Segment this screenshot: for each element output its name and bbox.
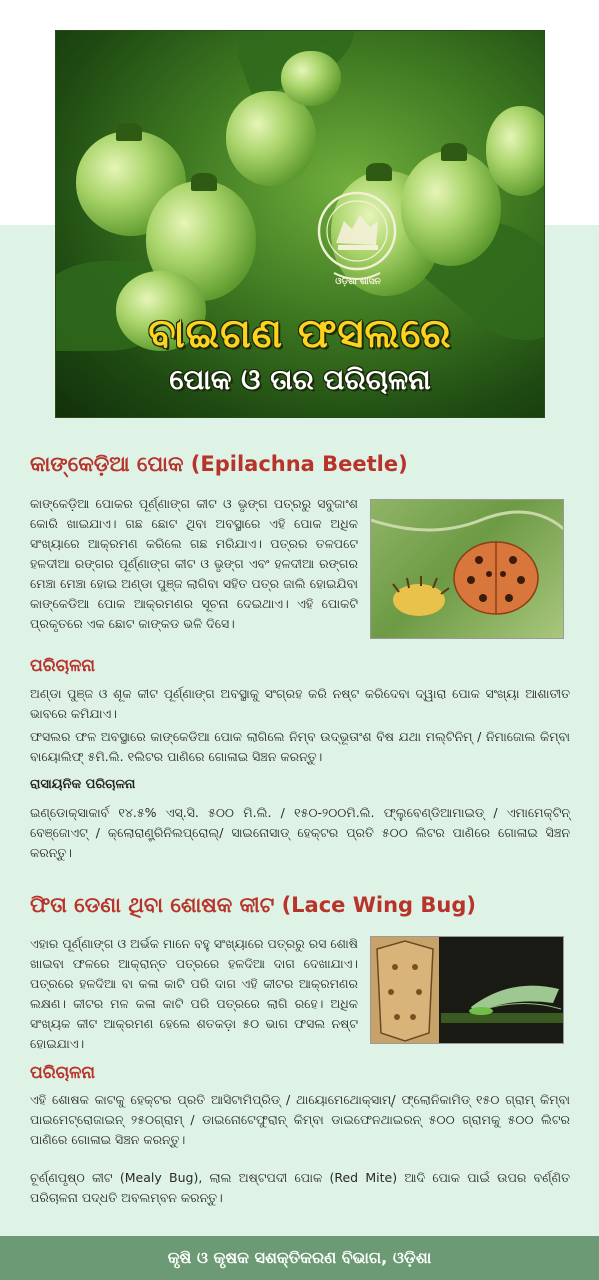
epilachna-management-2: ଫସଲର ଫଳ ଅବସ୍ଥାରେ କାଙ୍କେଡିଆ ପୋକ ଲାଗିଲେ ନିମ୍ବ ଉଦ୍ଭୂତାଂଶ ବିଷ ଯଥା ମଲ୍ଟିନିମ୍ / ନିମାଜୋଲ କିମ୍ବା ବାୟୋଲିଫ୍ ୫ମି.ଲି. ୧ଲିଟର ପାଣିରେ ଗୋଳାଇ ସିଞ୍ଚନ କରନ୍ତୁ। (30, 729, 570, 764)
other-pests-note: ଚୂର୍ଣ୍ଣପୃଷ୍ଠ କୀଟ (Mealy Bug), ଲାଲ ଅଷ୍ଟପଦୀ ପୋକ (Red Mite) ଆଦି ପୋକ ପାଇଁ ଉପର ବର୍ଣ୍ଣିତ ପରିଚାଳନା ପଦ୍ଧତି ଅବଲମ୍ବନ କରନ୍ତୁ। (30, 1170, 570, 1205)
lace-wing-management-text: ଏହି ଶୋଷକ କାଟକୁ ହେକ୍ଟର ପ୍ରତି ଆସିଟାମିପ୍ରିଡ୍ / ଥାୟୋମେଥୋକ୍ସାମ୍/ ଫ୍ଲୋନିକାମିଡ୍ ୧୫୦ ଗ୍ରାମ୍ କିମ୍ବା ପାଇମେଟ୍ରୋଜାଇନ୍ ୨୫୦ଗ୍ରାମ୍ / ଡାଇନୋଟେଫୁରାନ୍ କିମ୍ବା ଡାଇଫେନଥାଇରନ୍ ୫୦୦ ଗ୍ରାମକୁ ୫୦୦ ଲିଟର ପାଣିରେ ଗୋଳାଇ ସିଞ୍ଚନ କରନ୍ତୁ। (30, 1092, 570, 1147)
hero-eggplant-image (55, 30, 545, 418)
eggplant-fruit (401, 151, 501, 266)
eggplant-stem (191, 173, 217, 191)
epilachna-beetle-photo (370, 499, 564, 639)
lace-wing-description: ଏହାର ପୂର୍ଣ୍ଣାଙ୍ଗ ଓ ଅର୍ଭକ ମାନେ ବହୁ ସଂଖ୍ୟାରେ ପତ୍ରରୁ ରସ ଶୋଷି ଖାଇବା ଫଳରେ ଆକ୍ରାନ୍ତ ପତ୍ରରେ ହଳଦିଆ ଦାଗ ଦେଖାଯାଏ। ପତ୍ରରେ ହଳଦିଆ ବା କଳା କାଟି ପରି ଦାଗ ଏହି କୀଟର ଆକ୍ରମଣର ଲକ୍ଷଣ। କୀଟର ମଳ କଳା କାଟି ପରି ପତ୍ରରେ ଲାଗି ରହେ। ଅଧିକ ସଂଖ୍ୟକ କୀଟ ଆକ୍ରମଣ ହେଲେ ଶତକଡ଼ା ୫୦ ଭାଗ ଫସଲ ନଷ୍ଟ ହୋଇଯାଏ। (30, 936, 358, 1051)
hero-title-sub: ପୋକ ଓ ତାର ପରିଚାଳନା (169, 363, 431, 396)
eggplant-stem (116, 123, 142, 141)
eggplant-stem (366, 163, 392, 181)
eggplant-fruit (281, 51, 341, 106)
lace-wing-bug-photo (370, 936, 564, 1044)
section-title-epilachna: କାଙ୍କେଡ଼ିଆ ପୋକ (Epilachna Beetle) (30, 452, 408, 476)
footer-department (0, 1236, 599, 1280)
management-heading-1: ପରିଚାଳନା (30, 656, 96, 676)
epilachna-management-1: ଅଣ୍ଡା ପୁଞ୍ଜ ଓ ଶୂକ କୀଟ ପୂର୍ଣ୍ଣାଙ୍ଗ ଅବସ୍ଥାକୁ ସଂଗ୍ରହ କରି ନଷ୍ଟ କରିଦେବା ଦ୍ୱାରା ପୋକ ସଂଖ୍ୟା ଆଶାତୀତ ଭାବରେ କମିଯାଏ। (30, 686, 570, 721)
section-title-lace-wing: ଫିତା ଡେଣା ଥିବା ଶୋଷକ କୀଟ (Lace Wing Bug) (30, 893, 476, 917)
emblem-caption: ଓଡ଼ିଶା ଶାସନ (335, 277, 381, 287)
hero-title-block (56, 311, 544, 397)
eggplant-fruit (226, 91, 316, 186)
hero-title-main: ବାଇଗଣ ଫସଲରେ (148, 311, 452, 357)
epilachna-description: କାଙ୍କେଡ଼ିଆ ପୋକର ପୂର୍ଣ୍ଣାଙ୍ଗ କୀଟ ଓ ଭୃଙ୍ଗ ପତ୍ରରୁ ସବୁଜାଂଶ କୋରି ଖାଇଯାଏ। ଗଛ ଛୋଟ ଥିବା ଅବସ୍ଥାରେ ଏହି ପୋକ ଅଧିକ ସଂଖ୍ୟାରେ ଆକ୍ରମଣ କରିଲେ ଗଛ ମରିଯାଏ। ପତ୍ରର ତଳପଟେ ହଳଦୀଆ ରଙ୍ଗର ପୂର୍ଣ୍ଣାଙ୍ଗ କୀଟ ଓ ଭୃଙ୍ଗ ଏବଂ ହଳଦୀଆ ରଙ୍ଗର ମେଞ୍ଚା ମେଞ୍ଚା ହୋଇ ଅଣ୍ଡା ପୁଞ୍ଜ ଲାଗିବା ସହିତ ପତ୍ର ଜାଲି ହୋଇଯିବା କାଙ୍କେଡିଆ ପୋକ ଆକ୍ରମଣର ସୂଚନା ଦେଇଥାଏ। ଏହି ପୋକଟି ପ୍ରକୃତରେ ଏକ ଛୋଟ କାଙ୍କଡ ଭଳି ଦିସେ। (30, 496, 358, 631)
chemical-management-heading: ରାସାୟନିକ ପରିଚାଳନା (30, 777, 136, 792)
management-heading-2: ପରିଚାଳନା (30, 1063, 96, 1083)
footer-text: କୃଷି ଓ କୃଷକ ସଶକ୍ତିକରଣ ବିଭାଗ, ଓଡ଼ିଶା (167, 1248, 432, 1267)
odisha-govt-emblem-icon (314, 181, 400, 291)
eggplant-stem (441, 143, 467, 161)
chemical-management-text: ଇଣ୍ଡୋକ୍ସାକାର୍ବ ୧୪.୫% ଏସ୍.ସି. ୫୦୦ ମି.ଲି. / ୧୫୦-୨୦୦ମି.ଲି. ଫ୍ଲୁବେଣ୍ଡିଆମାଇଡ୍ / ଏମାମେକ୍ଟିନ୍ ବେଞ୍ଜୋଏଟ୍ / କ୍ଲୋରାଣ୍ଟ୍ରିନିଲପ୍ରୋଲ୍/ ସାଇନୋସାଡ୍ ହେକ୍ଟର ପ୍ରତି ୫୦୦ ଲିଟର ପାଣିରେ ଗୋଳାଇ ସିଞ୍ଚନ କରନ୍ତୁ। (30, 805, 570, 860)
